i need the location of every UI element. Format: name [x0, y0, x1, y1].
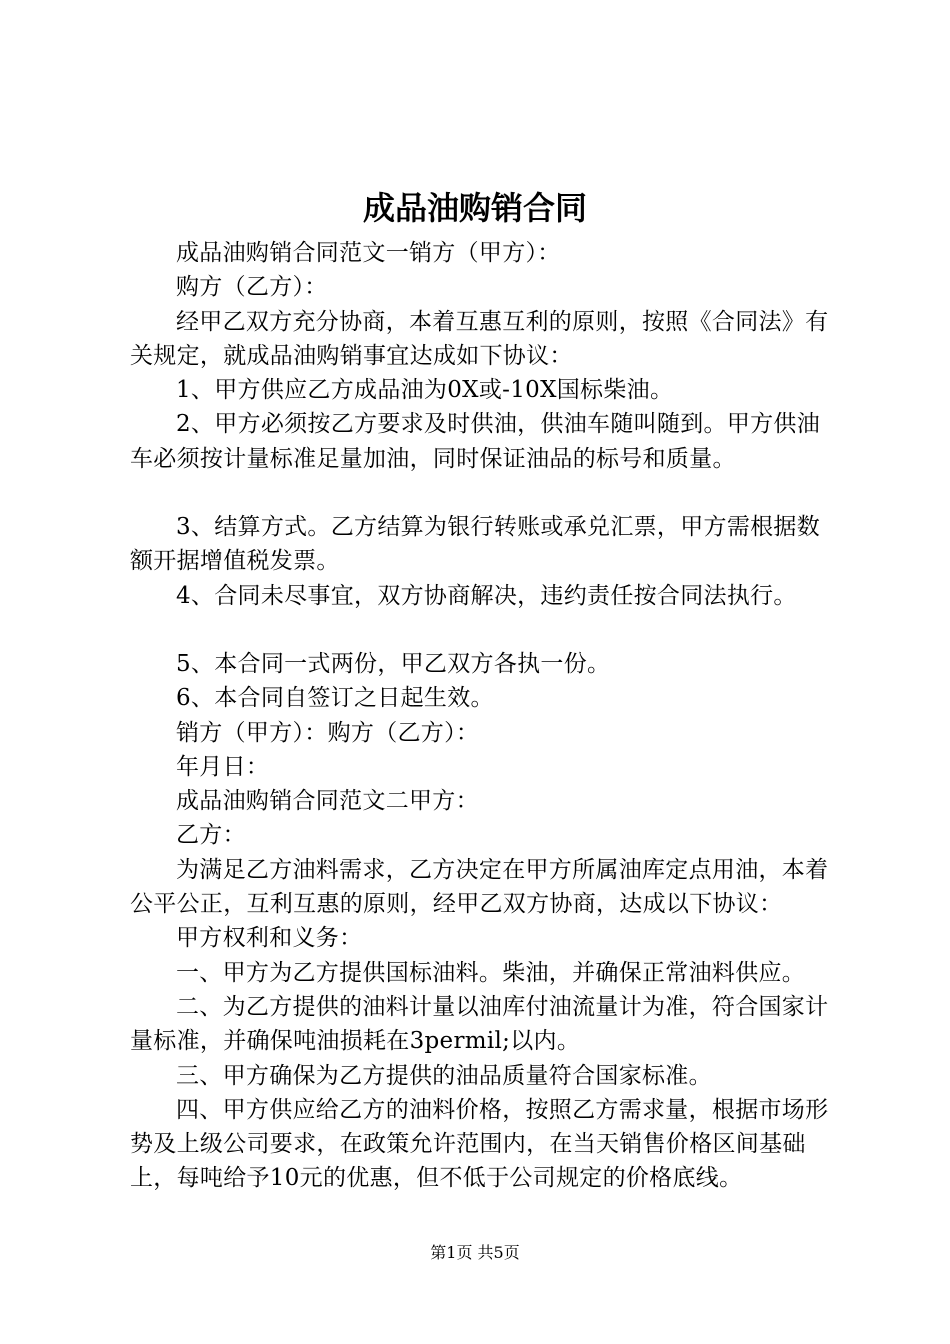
paragraph: 5、本合同一式两份，甲乙双方各执一份。 [176, 650, 611, 677]
paragraph: 成品油购销合同范文二甲方： [176, 788, 479, 815]
paragraph: 4、合同未尽事宜，双方协商解决，违约责任按合同法执行。 [176, 582, 797, 609]
paragraph: 销方（甲方）：购方（乙方）： [176, 719, 480, 746]
paragraph: 为满足乙方油料需求，乙方决定在甲方所属油库定点用油，本着公平公正，互利互惠的原则，经甲乙双方协商，达成以下协议： [130, 856, 829, 918]
paragraph: 2、甲方必须按乙方要求及时供油，供油车随叫随到。甲方供油车必须按计量标准足量加油，同时保证油品的标号和质量。 [130, 411, 821, 472]
paragraph: 购方（乙方）： [176, 274, 328, 301]
paragraph: 二、为乙方提供的油料计量以油库付油流量计为准，符合国家计量标准，并确保吨油损耗在3permil;以内。 [130, 993, 829, 1055]
paragraph: 一、甲方为乙方提供国标油料。柴油，并确保正常油料供应。 [176, 959, 806, 986]
paragraph: 成品油购销合同范文一销方（甲方）： [176, 240, 561, 266]
paragraph: 三、甲方确保为乙方提供的油品质量符合国家标准。 [176, 1062, 712, 1089]
paragraph: 6、本合同自签订之日起生效。 [176, 685, 494, 712]
paragraph: 经甲乙双方充分协商，本着互惠互利的原则，按照《合同法》有关规定，就成品油购销事宜达成如下协议： [130, 308, 829, 369]
paragraph: 年月日： [176, 753, 270, 780]
paragraph: 甲方权利和义务： [176, 925, 363, 952]
paragraph: 乙方： [176, 822, 246, 849]
page-footer: 第1页 共5页 [430, 1243, 520, 1262]
paragraph: 1、甲方供应乙方成品油为0X或-10X国标柴油。 [176, 377, 674, 404]
paragraph: 3、结算方式。乙方结算为银行转账或承兑汇票，甲方需根据数额开据增值税发票。 [130, 514, 821, 575]
document-body [130, 236, 835, 1196]
paragraph: 四、甲方供应给乙方的油料价格，按照乙方需求量，根据市场形势及上级公司要求，在政策允许范围内，在当天销售价格区间基础上，每吨给予10元的优惠，但不低于公司规定的价格底线。 [130, 1096, 829, 1192]
document-title: 成品油购销合同 [362, 189, 587, 227]
